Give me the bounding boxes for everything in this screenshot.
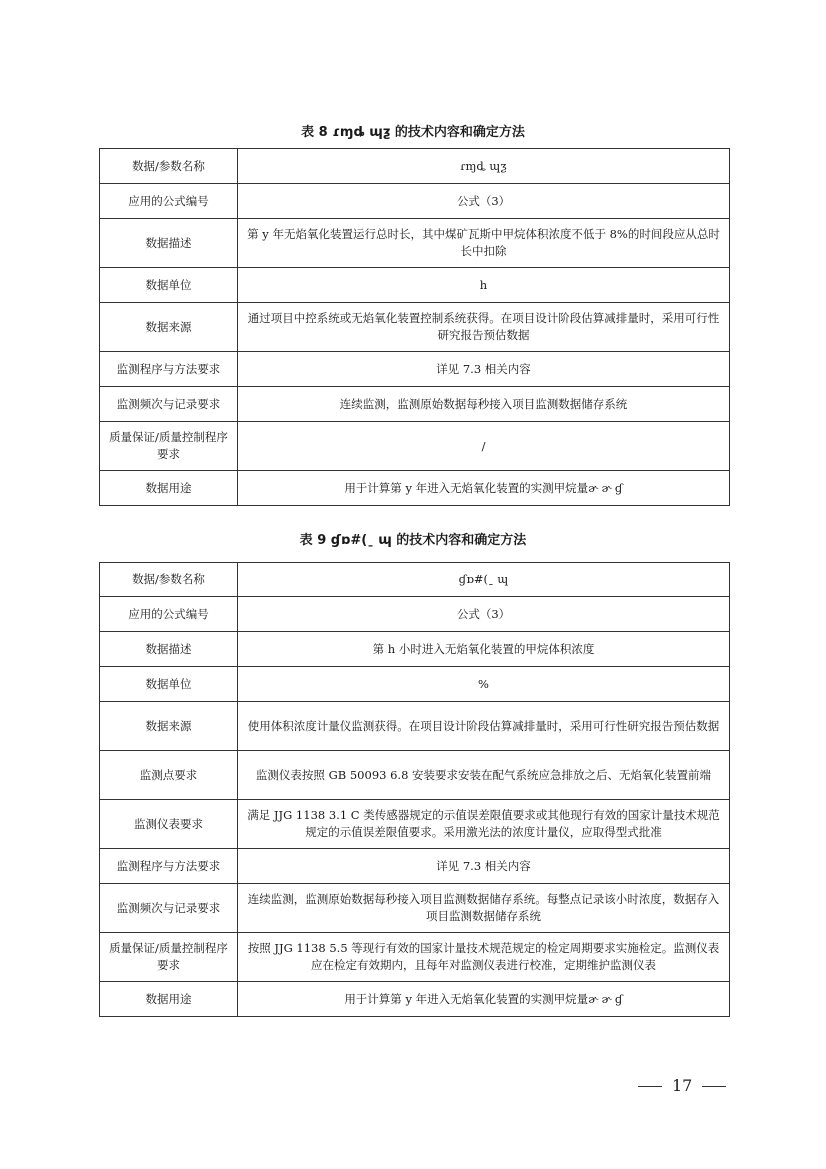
- row-key: 质量保证/质量控制程序要求: [100, 422, 238, 471]
- row-key: 应用的公式编号: [100, 597, 238, 632]
- table-row: [100, 149, 730, 184]
- footer-dash-right: [702, 1086, 726, 1087]
- row-value: 连续监测，监测原始数据每秒接入项目监测数据储存系统。每整点记录该小时浓度，数据存入项目监测数据储存系统: [238, 884, 730, 933]
- table-row: [100, 219, 730, 268]
- row-key: 数据描述: [100, 219, 238, 268]
- row-value: 第 y 年无焰氧化装置运行总时长，其中煤矿瓦斯中甲烷体积浓度不低于 8%的时间段应从总时长中扣除: [238, 219, 730, 268]
- row-key: 数据/参数名称: [100, 563, 238, 597]
- table-9-caption: 表 9 ɠɒ#(ˍ ɰ 的技术内容和确定方法: [299, 533, 527, 548]
- table-row: [100, 303, 730, 352]
- row-value: 监测仪表按照 GB 50093 6.8 安装要求安装在配气系统应急排放之后、无焰氧化装置前端: [238, 751, 730, 800]
- row-value: 使用体积浓度计量仪监测获得。在项目设计阶段估算减排量时，采用可行性研究报告预估数据: [238, 702, 730, 751]
- row-key: 数据来源: [100, 303, 238, 352]
- row-key: 监测频次与记录要求: [100, 387, 238, 422]
- table-row: [100, 184, 730, 219]
- table-row: [100, 352, 730, 387]
- table-row: [100, 751, 730, 800]
- row-value: /: [238, 422, 730, 471]
- table-row: [100, 800, 730, 849]
- table-row: [100, 268, 730, 303]
- row-key: 数据单位: [100, 268, 238, 303]
- row-key: 监测点要求: [100, 751, 238, 800]
- row-value: 满足 JJG 1138 3.1 C 类传感器规定的示值误差限值要求或其他现行有效的国家计量技术规范规定的示值误差限值要求。采用激光法的浓度计量仪，应取得型式批准: [238, 800, 730, 849]
- table-row: [100, 563, 730, 597]
- row-value: 详见 7.3 相关内容: [238, 849, 730, 884]
- row-value: 通过项目中控系统或无焰氧化装置控制系统获得。在项目设计阶段估算减排量时，采用可行性研究报告预估数据: [238, 303, 730, 352]
- row-key: 质量保证/质量控制程序要求: [100, 933, 238, 982]
- table-8-caption: 表 8 ɾɱȡ ɰƺ 的技术内容和确定方法: [301, 125, 525, 140]
- row-key: 数据/参数名称: [100, 149, 238, 184]
- table-row: [100, 632, 730, 667]
- row-value: ɠɒ#(ˍ ɰ: [238, 563, 730, 597]
- row-value: 按照 JJG 1138 5.5 等现行有效的国家计量技术规范规定的检定周期要求实施检定。监测仪表应在检定有效期内，且每年对监测仪表进行校准，定期维护监测仪表: [238, 933, 730, 982]
- page-footer: [628, 1076, 736, 1095]
- table-row: [100, 597, 730, 632]
- row-key: 监测仪表要求: [100, 800, 238, 849]
- table-row: [100, 387, 730, 422]
- row-value: 公式（3）: [238, 184, 730, 219]
- table-row: [100, 982, 730, 1017]
- table-row: [100, 884, 730, 933]
- table-row: [100, 933, 730, 982]
- row-key: 数据用途: [100, 982, 238, 1017]
- row-key: 数据来源: [100, 702, 238, 751]
- footer-dash-left: [638, 1086, 662, 1087]
- table-row: [100, 667, 730, 702]
- page-number: 17: [672, 1076, 693, 1095]
- row-value: 用于计算第 y 年进入无焰氧化装置的实测甲烷量ɚ ɚ ɠ: [238, 471, 730, 506]
- row-key: 监测程序与方法要求: [100, 352, 238, 387]
- row-value: %: [238, 667, 730, 702]
- row-key: 数据用途: [100, 471, 238, 506]
- row-value: 第 h 小时进入无焰氧化装置的甲烷体积浓度: [238, 632, 730, 667]
- table-row: [100, 471, 730, 506]
- row-value: 公式（3）: [238, 597, 730, 632]
- row-value: 详见 7.3 相关内容: [238, 352, 730, 387]
- row-value: 用于计算第 y 年进入无焰氧化装置的实测甲烷量ɚ ɚ ɠ: [238, 982, 730, 1017]
- row-key: 监测程序与方法要求: [100, 849, 238, 884]
- table-8: [99, 148, 730, 506]
- row-key: 数据单位: [100, 667, 238, 702]
- row-value: ɾɱȡ ɰƺ: [238, 149, 730, 184]
- row-value: h: [238, 268, 730, 303]
- table-row: [100, 849, 730, 884]
- table-row: [100, 702, 730, 751]
- row-key: 数据描述: [100, 632, 238, 667]
- table-row: [100, 422, 730, 471]
- table-9: [99, 562, 730, 1017]
- row-value: 连续监测，监测原始数据每秒接入项目监测数据储存系统: [238, 387, 730, 422]
- row-key: 应用的公式编号: [100, 184, 238, 219]
- row-key: 监测频次与记录要求: [100, 884, 238, 933]
